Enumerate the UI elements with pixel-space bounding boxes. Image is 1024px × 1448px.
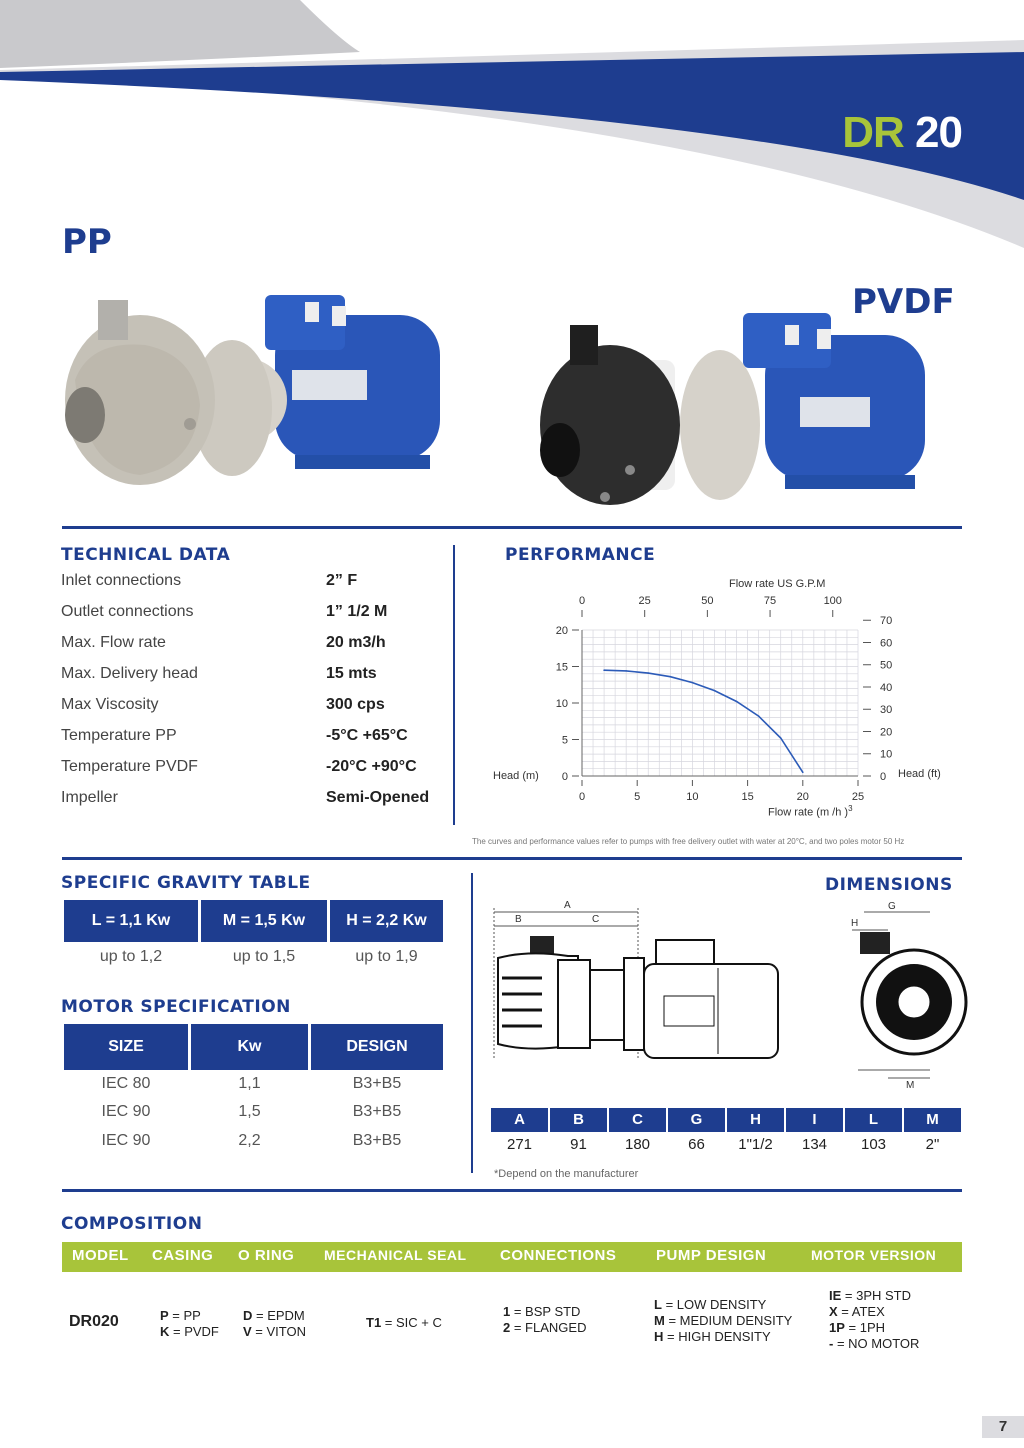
comp-item xyxy=(243,1324,306,1340)
dim-header: I xyxy=(786,1108,843,1132)
x-tick-label: 25 xyxy=(851,791,865,803)
comp-desc: = PVDF xyxy=(169,1324,219,1339)
curve-point xyxy=(647,672,649,674)
comp-motor xyxy=(829,1288,919,1352)
dim-header: C xyxy=(609,1108,666,1132)
comp-desc: = ATEX xyxy=(837,1304,885,1319)
x-axis-label: Flow rate (m /h ) xyxy=(768,806,849,819)
comp-desc: = EPDM xyxy=(252,1308,305,1323)
comp-code: L xyxy=(654,1297,662,1312)
right-tick-label: 70 xyxy=(880,615,893,628)
y-tick-label: 15 xyxy=(555,661,568,674)
x-tick-label: 10 xyxy=(686,791,699,803)
comp-oring xyxy=(243,1308,306,1340)
top-tick-label: 50 xyxy=(701,595,714,607)
comp-item xyxy=(503,1320,586,1336)
ms-cell: IEC 80 xyxy=(101,1075,151,1092)
x-tick-label: 5 xyxy=(634,791,641,803)
td-label: Max. Delivery head xyxy=(61,665,198,682)
comp-item xyxy=(160,1324,219,1340)
curve-point xyxy=(625,670,627,672)
model-number: 20 xyxy=(915,108,962,157)
performance-note: The curves and performance values refer to pumps with free delivery outlet with water at 20°C, and two poles motor 50 Hz xyxy=(472,837,905,846)
right-tick-label: 10 xyxy=(880,748,893,761)
divider-bottom xyxy=(62,1189,962,1192)
ms-cell: IEC 90 xyxy=(101,1132,151,1149)
divider-mid xyxy=(62,857,962,860)
comp-desc: = SIC + C xyxy=(381,1315,442,1330)
dim-header: H xyxy=(727,1108,784,1132)
side-view-drawing xyxy=(488,898,788,1068)
dim-label-c: C xyxy=(592,914,600,925)
dimensions-title: DIMENSIONS xyxy=(825,875,953,895)
top-tick-label: 0 xyxy=(578,595,586,607)
td-value: -20°C +90°C xyxy=(326,758,417,775)
x-axis-title xyxy=(768,804,853,819)
comp-code: - xyxy=(829,1336,834,1351)
ms-header-design: DESIGN xyxy=(311,1024,443,1070)
right-tick-label: 60 xyxy=(880,637,893,650)
right-tick-label: 0 xyxy=(880,771,887,783)
comp-desc: = MEDIUM DENSITY xyxy=(664,1313,793,1328)
top-tick-label: 75 xyxy=(763,595,777,607)
sg-header-l: L = 1,1 Kw xyxy=(64,900,198,942)
sg-header-h: H = 2,2 Kw xyxy=(330,900,443,942)
td-label: Temperature PVDF xyxy=(61,758,198,775)
sg-value-l: up to 1,2 xyxy=(99,948,163,965)
dim-value: 1"1/2 xyxy=(738,1136,773,1153)
dim-header: G xyxy=(668,1108,725,1132)
comp-code: M xyxy=(654,1313,665,1328)
td-value: 300 cps xyxy=(326,696,385,713)
y-tick-label: 0 xyxy=(561,771,568,783)
curve-point xyxy=(780,737,782,739)
comp-code: 1 xyxy=(503,1304,511,1319)
comp-connections xyxy=(503,1304,586,1336)
x-tick-label: 20 xyxy=(796,791,809,803)
td-value: 1” 1/2 M xyxy=(326,603,388,620)
composition-title: COMPOSITION xyxy=(61,1214,203,1234)
comp-code: V xyxy=(243,1324,252,1339)
comp-header: CONNECTIONS xyxy=(500,1247,617,1264)
comp-item xyxy=(829,1288,919,1304)
x-tick-label: 0 xyxy=(578,791,586,803)
right-tick-label: 50 xyxy=(880,659,893,672)
performance-title: PERFORMANCE xyxy=(505,545,656,565)
comp-code: P xyxy=(160,1308,169,1323)
comp-header: MOTOR VERSION xyxy=(811,1247,937,1263)
ms-cell: B3+B5 xyxy=(352,1103,402,1120)
pp-pump-image xyxy=(60,280,450,505)
td-value: -5°C +65°C xyxy=(326,727,408,744)
td-label: Outlet connections xyxy=(61,603,194,620)
comp-item xyxy=(829,1336,919,1352)
y-axis-left-label: Head (m) xyxy=(493,770,539,782)
td-value: Semi-Opened xyxy=(326,789,430,806)
curve-point xyxy=(603,669,605,671)
technical-data-title: TECHNICAL DATA xyxy=(61,545,231,565)
top-axis-label: Flow rate US G.P.M xyxy=(729,578,826,590)
comp-item xyxy=(829,1304,919,1320)
comp-code: IE xyxy=(829,1288,842,1303)
comp-casing xyxy=(160,1308,219,1340)
comp-desc: = 3PH STD xyxy=(841,1288,912,1303)
dim-value: 134 xyxy=(801,1136,828,1153)
dim-header: M xyxy=(904,1108,961,1132)
ms-cell: B3+B5 xyxy=(352,1132,402,1149)
right-tick-label: 30 xyxy=(880,704,893,717)
ms-cell: 1,5 xyxy=(238,1103,261,1120)
page-number: 7 xyxy=(982,1416,1024,1438)
comp-item xyxy=(654,1313,792,1329)
y-tick-label: 10 xyxy=(555,698,568,710)
comp-code: D xyxy=(243,1308,253,1323)
y-axis-right-label: Head (ft) xyxy=(898,768,941,780)
ms-header-kw: Kw xyxy=(191,1024,308,1070)
comp-header: MODEL xyxy=(72,1247,129,1264)
td-label: Inlet connections xyxy=(61,572,182,589)
td-label: Temperature PP xyxy=(61,727,177,744)
dim-value: 271 xyxy=(506,1136,533,1153)
td-label: Impeller xyxy=(61,789,118,806)
comp-desc: = NO MOTOR xyxy=(833,1336,920,1351)
top-tick-label: 25 xyxy=(638,595,651,607)
comp-item xyxy=(366,1315,442,1331)
sg-header-m: M = 1,5 Kw xyxy=(201,900,327,942)
comp-desc: = PP xyxy=(168,1308,201,1323)
x-axis-label-sup: 3 xyxy=(848,804,853,813)
comp-code: X xyxy=(829,1304,838,1319)
comp-model: DR020 xyxy=(69,1313,119,1330)
curve-point xyxy=(714,690,716,692)
curve-point xyxy=(758,715,760,717)
comp-design xyxy=(654,1297,792,1345)
dim-label-h: H xyxy=(851,918,859,929)
performance-chart xyxy=(480,590,960,830)
y-tick-label: 20 xyxy=(555,625,568,637)
right-tick-label: 40 xyxy=(880,681,893,694)
comp-header: MECHANICAL SEAL xyxy=(324,1247,467,1263)
dim-label-a: A xyxy=(564,900,571,911)
dim-value: 2" xyxy=(925,1136,940,1153)
td-label: Max. Flow rate xyxy=(61,634,166,651)
comp-item xyxy=(243,1308,306,1324)
motor-spec-title: MOTOR SPECIFICATION xyxy=(61,997,291,1017)
sg-value-m: up to 1,5 xyxy=(232,948,296,965)
dim-value: 103 xyxy=(860,1136,887,1153)
comp-desc: = FLANGED xyxy=(510,1320,587,1335)
pvdf-pump-image xyxy=(535,305,935,520)
curve-point xyxy=(670,676,672,678)
curve-point xyxy=(802,772,804,774)
comp-desc: = 1PH xyxy=(844,1320,886,1335)
dimensions-note: *Depend on the manufacturer xyxy=(494,1168,639,1180)
comp-code: 2 xyxy=(503,1320,511,1335)
dim-header: L xyxy=(845,1108,902,1132)
divider-top xyxy=(62,526,962,529)
td-value: 15 mts xyxy=(326,665,377,682)
comp-seal xyxy=(366,1315,442,1331)
curve-point xyxy=(736,701,738,703)
divider-vertical-2 xyxy=(471,873,473,1173)
ms-header-size: SIZE xyxy=(64,1024,188,1070)
model-title xyxy=(842,108,962,158)
comp-header: O RING xyxy=(238,1247,295,1264)
comp-header: CASING xyxy=(152,1247,214,1264)
td-label: Max Viscosity xyxy=(61,696,159,713)
pp-heading: PP xyxy=(62,222,112,262)
ms-cell: 2,2 xyxy=(238,1132,261,1149)
comp-header: PUMP DESIGN xyxy=(656,1247,767,1264)
comp-code: K xyxy=(160,1324,170,1339)
x-tick-label: 15 xyxy=(741,791,754,803)
dim-header: B xyxy=(550,1108,607,1132)
comp-desc: = VITON xyxy=(251,1324,306,1339)
sg-value-h: up to 1,9 xyxy=(355,948,418,965)
ms-cell: 1,1 xyxy=(238,1075,261,1092)
comp-desc: = HIGH DENSITY xyxy=(663,1329,771,1344)
comp-code: H xyxy=(654,1329,664,1344)
dim-value: 180 xyxy=(624,1136,651,1153)
dim-value: 91 xyxy=(570,1136,587,1153)
pvdf-heading: PVDF xyxy=(852,282,955,322)
comp-item xyxy=(503,1304,586,1320)
front-view-drawing xyxy=(828,900,968,1090)
comp-code: T1 xyxy=(366,1315,382,1330)
td-value: 20 m3/h xyxy=(326,634,386,651)
curve-point xyxy=(692,682,694,684)
dim-label-g: G xyxy=(888,901,896,912)
comp-item xyxy=(829,1320,919,1336)
comp-desc: = BSP STD xyxy=(510,1304,581,1319)
td-value: 2” F xyxy=(326,572,358,589)
specific-gravity-title: SPECIFIC GRAVITY TABLE xyxy=(61,873,311,893)
comp-item xyxy=(654,1297,792,1313)
top-tick-label: 100 xyxy=(823,595,842,607)
model-prefix: DR xyxy=(842,108,904,157)
dim-label-b: B xyxy=(515,914,522,925)
dim-value: 66 xyxy=(688,1136,705,1153)
dim-header: A xyxy=(491,1108,548,1132)
divider-vertical xyxy=(453,545,455,825)
comp-code: 1P xyxy=(829,1320,845,1335)
comp-item xyxy=(654,1329,792,1345)
dim-label-m: M xyxy=(906,1080,915,1091)
comp-item xyxy=(160,1308,219,1324)
ms-cell: IEC 90 xyxy=(101,1103,151,1120)
right-tick-label: 20 xyxy=(880,726,893,739)
y-tick-label: 5 xyxy=(561,734,568,747)
ms-cell: B3+B5 xyxy=(352,1075,402,1092)
comp-desc: = LOW DENSITY xyxy=(661,1297,767,1312)
